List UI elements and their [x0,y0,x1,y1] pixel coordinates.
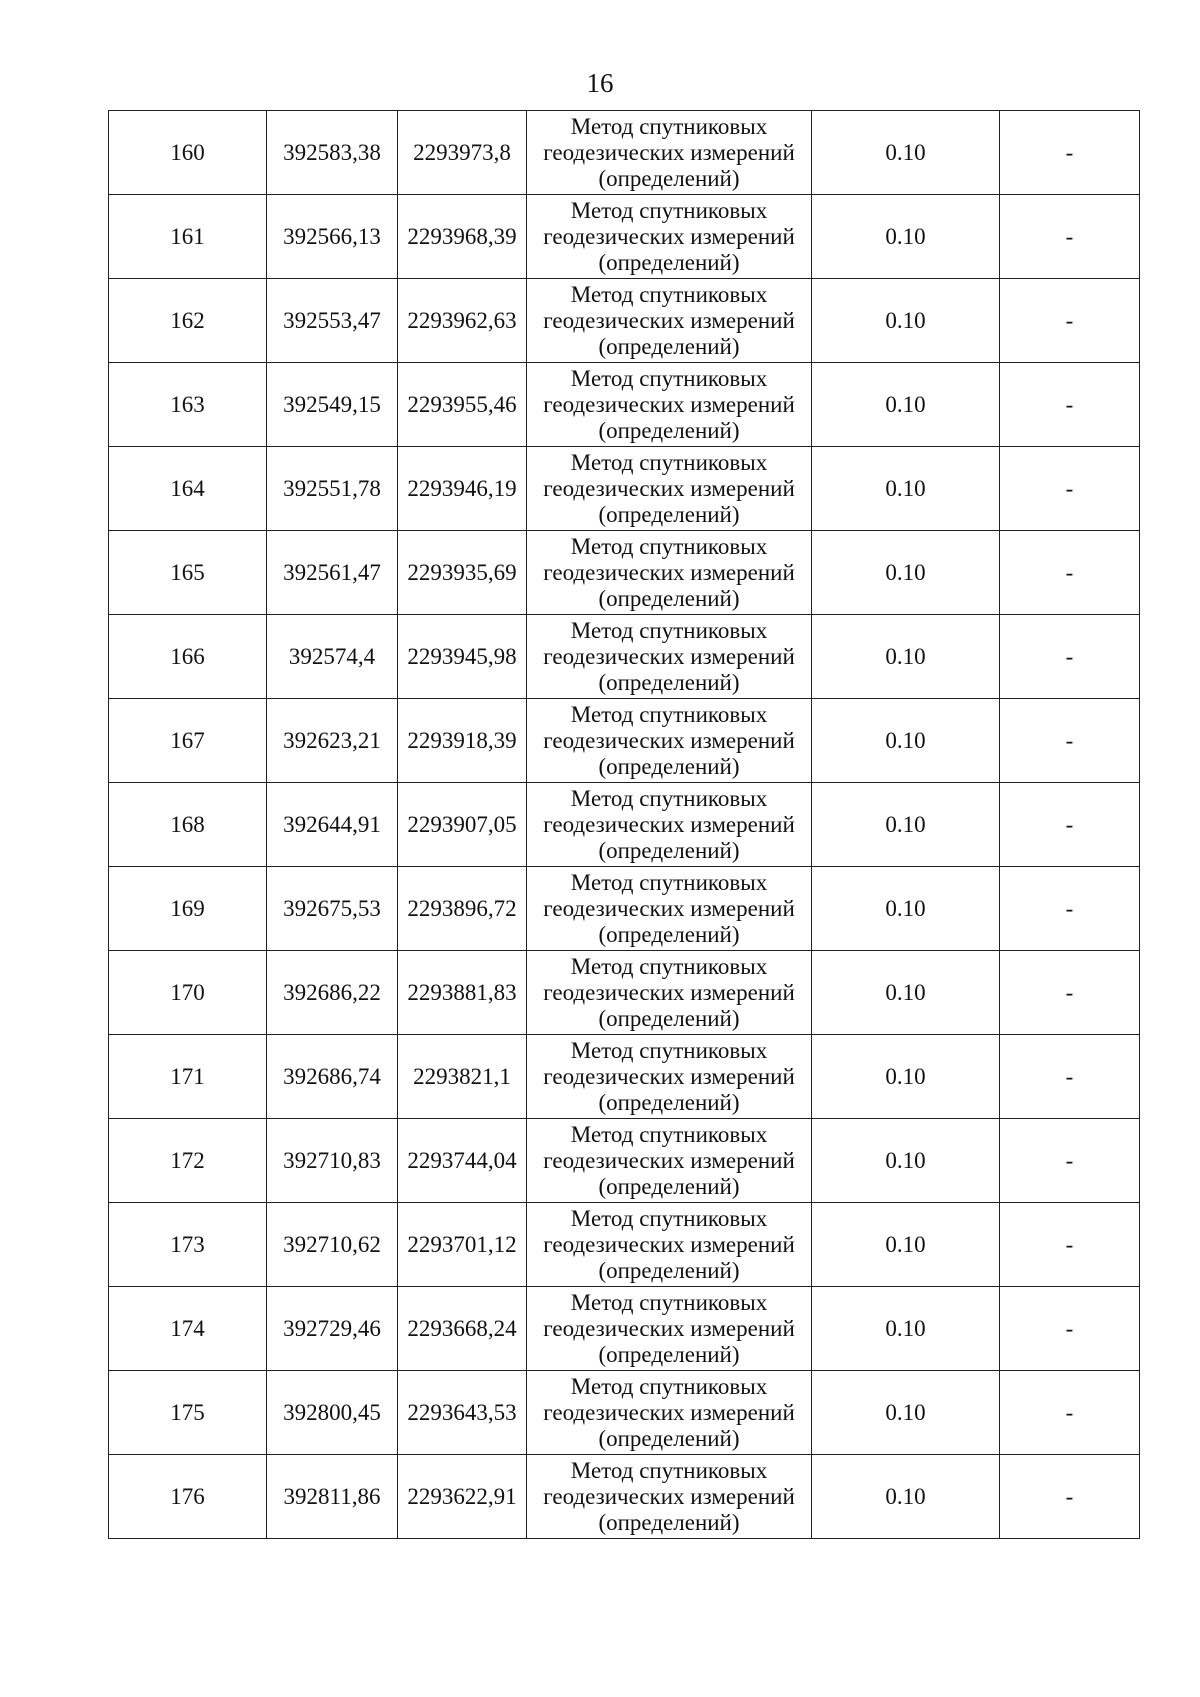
point-number-cell: 173 [109,1203,267,1287]
accuracy-cell: 0.10 [812,279,1000,363]
table-row [109,279,1140,363]
accuracy-cell: 0.10 [812,363,1000,447]
note-cell: - [1000,867,1140,951]
point-number-cell: 167 [109,699,267,783]
x-coordinate-cell: 392811,86 [267,1455,398,1539]
note-cell: - [1000,111,1140,195]
note-cell: - [1000,783,1140,867]
note-cell: - [1000,1455,1140,1539]
note-cell: - [1000,1203,1140,1287]
table-row [109,195,1140,279]
accuracy-cell: 0.10 [812,1455,1000,1539]
note-cell: - [1000,1119,1140,1203]
note-cell: - [1000,699,1140,783]
method-cell: Метод спутниковых геодезических измерений (определений) [527,615,812,699]
method-cell: Метод спутниковых геодезических измерений (определений) [527,783,812,867]
method-cell: Метод спутниковых геодезических измерений (определений) [527,1203,812,1287]
y-coordinate-cell: 2293821,1 [398,1035,527,1119]
table-row [109,1035,1140,1119]
method-cell: Метод спутниковых геодезических измерений (определений) [527,1455,812,1539]
x-coordinate-cell: 392553,47 [267,279,398,363]
table-row [109,111,1140,195]
y-coordinate-cell: 2293622,91 [398,1455,527,1539]
method-cell: Метод спутниковых геодезических измерений (определений) [527,1035,812,1119]
table-row [109,699,1140,783]
note-cell: - [1000,447,1140,531]
table-row [109,363,1140,447]
page-number: 16 [586,68,614,98]
accuracy-cell: 0.10 [812,1371,1000,1455]
y-coordinate-cell: 2293955,46 [398,363,527,447]
method-cell: Метод спутниковых геодезических измерений (определений) [527,1287,812,1371]
y-coordinate-cell: 2293918,39 [398,699,527,783]
y-coordinate-cell: 2293643,53 [398,1371,527,1455]
y-coordinate-cell: 2293896,72 [398,867,527,951]
note-cell: - [1000,363,1140,447]
x-coordinate-cell: 392623,21 [267,699,398,783]
y-coordinate-cell: 2293881,83 [398,951,527,1035]
point-number-cell: 169 [109,867,267,951]
method-cell: Метод спутниковых геодезических измерений (определений) [527,279,812,363]
accuracy-cell: 0.10 [812,1203,1000,1287]
accuracy-cell: 0.10 [812,1287,1000,1371]
table-row [109,951,1140,1035]
x-coordinate-cell: 392644,91 [267,783,398,867]
point-number-cell: 175 [109,1371,267,1455]
point-number-cell: 165 [109,531,267,615]
note-cell: - [1000,1287,1140,1371]
x-coordinate-cell: 392574,4 [267,615,398,699]
method-cell: Метод спутниковых геодезических измерений (определений) [527,447,812,531]
method-cell: Метод спутниковых геодезических измерений (определений) [527,111,812,195]
accuracy-cell: 0.10 [812,447,1000,531]
point-number-cell: 166 [109,615,267,699]
coordinates-table-body [109,111,1140,1539]
note-cell: - [1000,1371,1140,1455]
table-row [109,1287,1140,1371]
accuracy-cell: 0.10 [812,531,1000,615]
y-coordinate-cell: 2293668,24 [398,1287,527,1371]
y-coordinate-cell: 2293935,69 [398,531,527,615]
y-coordinate-cell: 2293744,04 [398,1119,527,1203]
table-row [109,1203,1140,1287]
accuracy-cell: 0.10 [812,699,1000,783]
x-coordinate-cell: 392549,15 [267,363,398,447]
table-row [109,531,1140,615]
accuracy-cell: 0.10 [812,1119,1000,1203]
accuracy-cell: 0.10 [812,1035,1000,1119]
note-cell: - [1000,951,1140,1035]
point-number-cell: 170 [109,951,267,1035]
note-cell: - [1000,615,1140,699]
y-coordinate-cell: 2293945,98 [398,615,527,699]
accuracy-cell: 0.10 [812,111,1000,195]
point-number-cell: 172 [109,1119,267,1203]
point-number-cell: 160 [109,111,267,195]
point-number-cell: 164 [109,447,267,531]
point-number-cell: 174 [109,1287,267,1371]
x-coordinate-cell: 392566,13 [267,195,398,279]
y-coordinate-cell: 2293946,19 [398,447,527,531]
point-number-cell: 161 [109,195,267,279]
method-cell: Метод спутниковых геодезических измерений (определений) [527,699,812,783]
x-coordinate-cell: 392710,83 [267,1119,398,1203]
coordinates-table [108,110,1140,1539]
method-cell: Метод спутниковых геодезических измерений (определений) [527,363,812,447]
x-coordinate-cell: 392561,47 [267,531,398,615]
method-cell: Метод спутниковых геодезических измерений (определений) [527,1119,812,1203]
table-row [109,615,1140,699]
method-cell: Метод спутниковых геодезических измерений (определений) [527,1371,812,1455]
y-coordinate-cell: 2293962,63 [398,279,527,363]
y-coordinate-cell: 2293701,12 [398,1203,527,1287]
note-cell: - [1000,279,1140,363]
x-coordinate-cell: 392686,74 [267,1035,398,1119]
point-number-cell: 176 [109,1455,267,1539]
table-row [109,447,1140,531]
table-row [109,1455,1140,1539]
y-coordinate-cell: 2293968,39 [398,195,527,279]
x-coordinate-cell: 392675,53 [267,867,398,951]
x-coordinate-cell: 392551,78 [267,447,398,531]
x-coordinate-cell: 392729,46 [267,1287,398,1371]
table-row [109,783,1140,867]
y-coordinate-cell: 2293907,05 [398,783,527,867]
x-coordinate-cell: 392710,62 [267,1203,398,1287]
point-number-cell: 162 [109,279,267,363]
method-cell: Метод спутниковых геодезических измерений (определений) [527,531,812,615]
method-cell: Метод спутниковых геодезических измерений (определений) [527,867,812,951]
point-number-cell: 171 [109,1035,267,1119]
method-cell: Метод спутниковых геодезических измерений (определений) [527,195,812,279]
table-row [109,867,1140,951]
method-cell: Метод спутниковых геодезических измерений (определений) [527,951,812,1035]
table-row [109,1119,1140,1203]
accuracy-cell: 0.10 [812,195,1000,279]
point-number-cell: 168 [109,783,267,867]
point-number-cell: 163 [109,363,267,447]
note-cell: - [1000,1035,1140,1119]
note-cell: - [1000,195,1140,279]
note-cell: - [1000,531,1140,615]
accuracy-cell: 0.10 [812,867,1000,951]
x-coordinate-cell: 392686,22 [267,951,398,1035]
accuracy-cell: 0.10 [812,615,1000,699]
x-coordinate-cell: 392800,45 [267,1371,398,1455]
y-coordinate-cell: 2293973,8 [398,111,527,195]
accuracy-cell: 0.10 [812,783,1000,867]
x-coordinate-cell: 392583,38 [267,111,398,195]
table-row [109,1371,1140,1455]
accuracy-cell: 0.10 [812,951,1000,1035]
